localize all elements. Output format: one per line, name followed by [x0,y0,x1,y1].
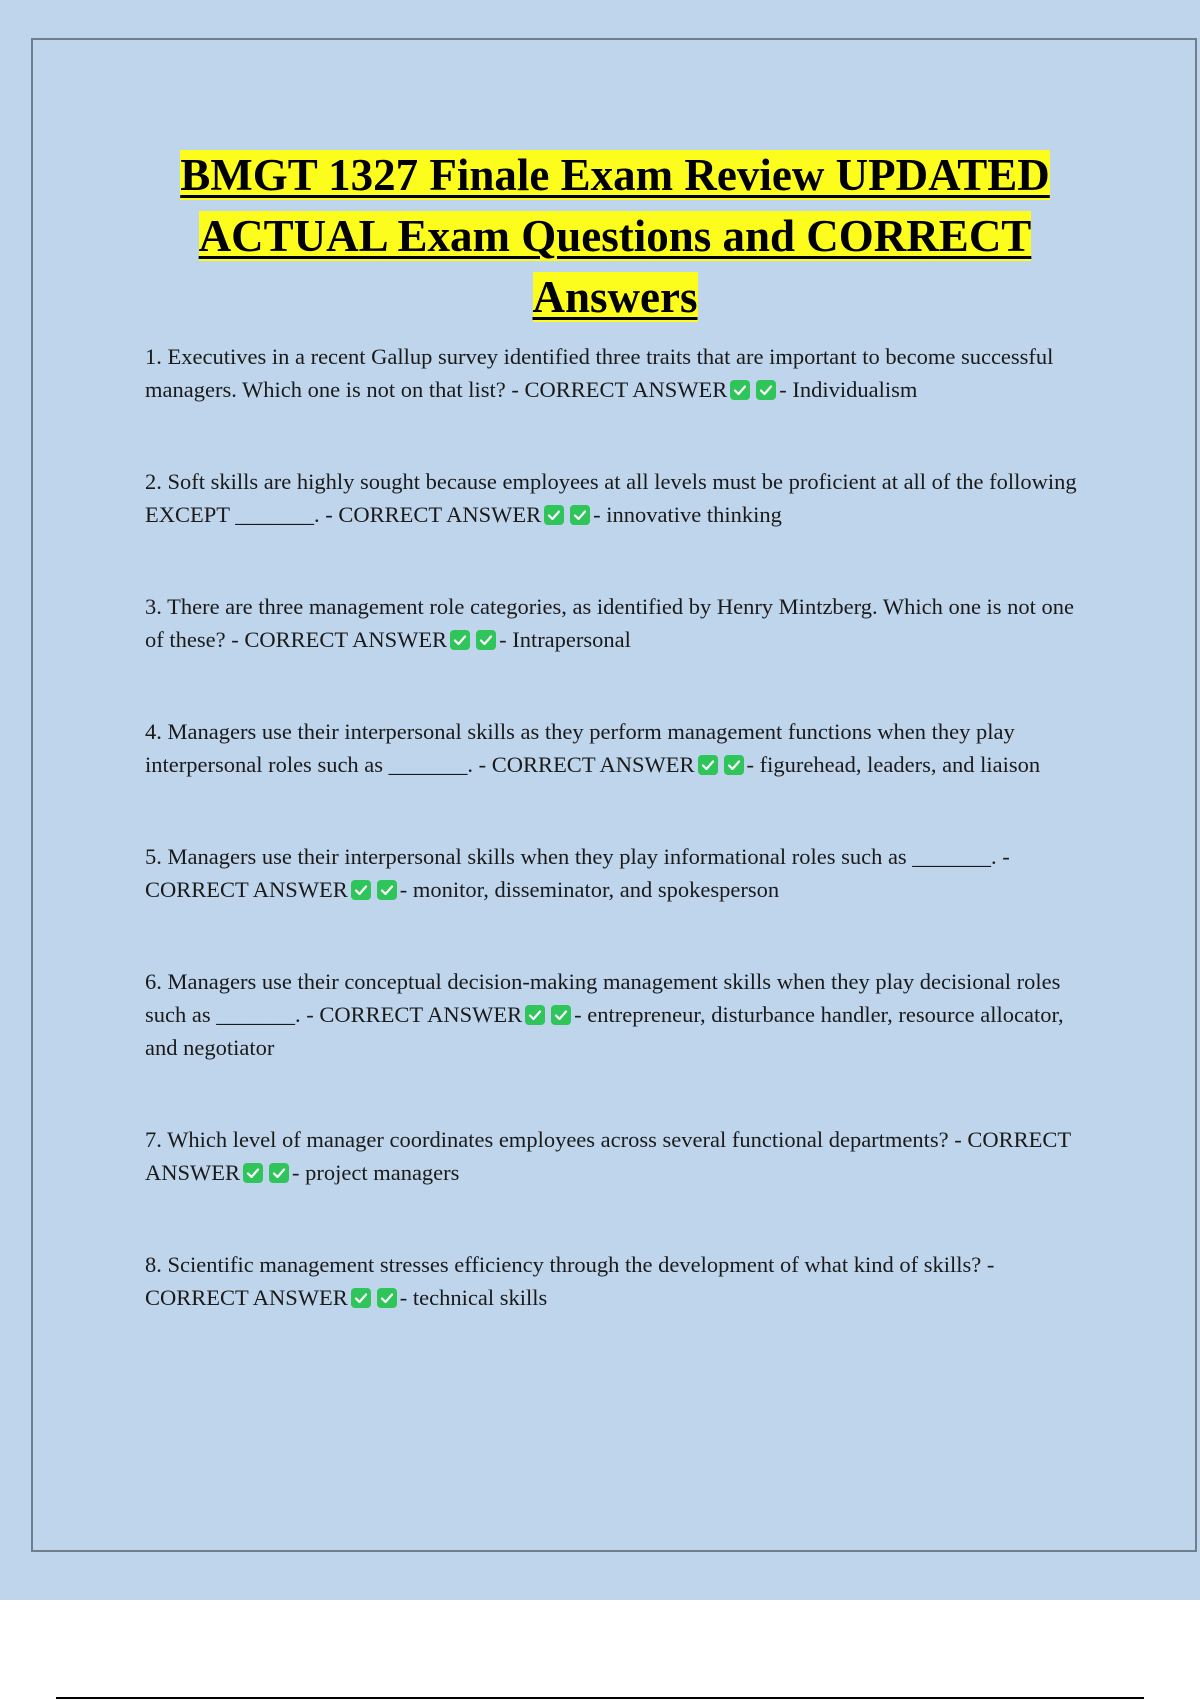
question-text: 5. Managers use their interpersonal skills when they play informational roles such as _______. - CORRECT ANSWER [145,844,1010,902]
answer-text: - figurehead, leaders, and liaison [746,752,1041,777]
check-mark-icon [476,630,496,650]
check-mark-icon [525,1005,545,1025]
answer-text: - Intrapersonal [499,627,631,652]
check-mark-icon [570,505,590,525]
check-mark-icon [544,505,564,525]
check-mark-icon [377,1288,397,1308]
document-title [140,145,1090,328]
footer-divider [56,1697,1144,1699]
question-text: 8. Scientific management stresses efficiency through the development of what kind of skills? - CORRECT ANSWER [145,1252,995,1310]
check-mark-icon [377,880,397,900]
answer-text: - monitor, disseminator, and spokesperson [399,877,780,902]
question-item-1 [145,340,1090,406]
question-item-7 [145,1123,1090,1189]
document-title-text: BMGT 1327 Finale Exam Review UPDATED ACTUAL Exam Questions and CORRECT Answers [180,150,1050,322]
question-text: 7. Which level of manager coordinates employees across several functional departments? - CORRECT ANSWER [145,1127,1071,1185]
question-text: 6. Managers use their conceptual decision-making management skills when they play decisional roles such as _______. - CORRECT ANSWER [145,969,1061,1027]
check-mark-icon [724,755,744,775]
check-mark-icon [269,1163,289,1183]
question-item-2 [145,465,1090,531]
check-mark-icon [351,1288,371,1308]
question-item-4 [145,715,1090,781]
check-mark-icon [351,880,371,900]
answer-text: - project managers [292,1160,460,1185]
question-text: 3. There are three management role categories, as identified by Henry Mintzberg. Which one is not one of these? - CORRECT ANSWER [145,594,1075,652]
question-item-6 [145,965,1090,1064]
question-item-8 [145,1248,1090,1314]
answer-text: - Individualism [779,377,918,402]
check-mark-icon [450,630,470,650]
question-item-3 [145,590,1090,656]
check-mark-icon [756,380,776,400]
check-mark-icon [698,755,718,775]
question-list [145,340,1090,1314]
check-mark-icon [243,1163,263,1183]
answer-text: - innovative thinking [593,502,782,527]
question-item-5 [145,840,1090,906]
question-text: 1. Executives in a recent Gallup survey identified three traits that are important to become successful managers. Which one is not on that list? - CORRECT ANSWER [145,344,1054,402]
question-text: 2. Soft skills are highly sought because employees at all levels must be proficient at all of the following EXCEPT _______. - CORRECT ANSWER [145,469,1077,527]
check-mark-icon [551,1005,571,1025]
answer-text: - entrepreneur, disturbance handler, resource allocator, and negotiator [145,1002,1064,1060]
question-text: 4. Managers use their interpersonal skills as they perform management functions when they play interpersonal roles such as _______. - CORRECT ANSWER [145,719,1015,777]
answer-text: - technical skills [399,1285,548,1310]
check-mark-icon [730,380,750,400]
